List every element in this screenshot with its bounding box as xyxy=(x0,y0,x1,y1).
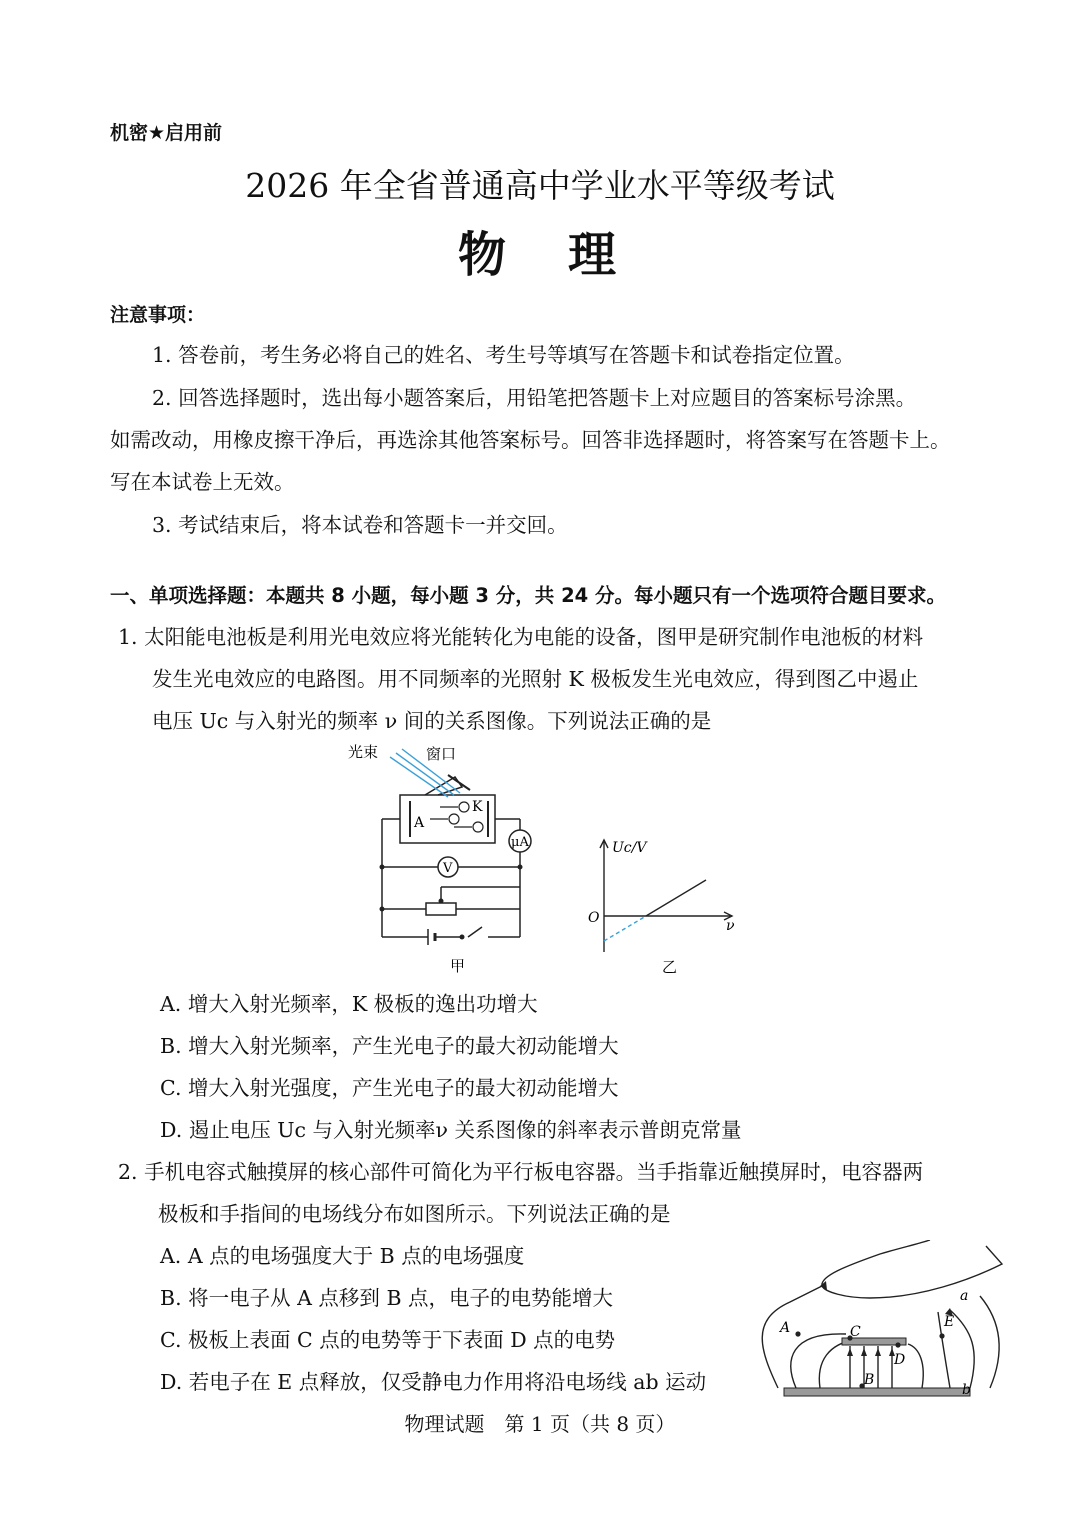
q1-figure-yi xyxy=(580,830,760,980)
confidential-mark: 机密★启用前 xyxy=(110,122,223,144)
label-beam: 光束 xyxy=(348,743,379,761)
q1-stem-line-3: 电压 Uc 与入射光的频率 ν 间的关系图像。下列说法正确的是 xyxy=(152,709,712,733)
q2-stem-line-1: 2. 手机电容式触摸屏的核心部件可简化为平行板电容器。当手指靠近触摸屏时，电容器两 xyxy=(118,1160,924,1184)
note-item-1: 1. 答卷前，考生务必将自己的姓名、考生号等填写在答题卡和试卷指定位置。 xyxy=(152,343,855,367)
uc-line-extension xyxy=(604,916,646,941)
point-label-C: C xyxy=(850,1324,861,1340)
q1-option-c: C. 增大入射光强度，产生光电子的最大初动能增大 xyxy=(160,1076,619,1100)
q2-option-c: C. 极板上表面 C 点的电势等于下表面 D 点的电势 xyxy=(160,1328,616,1352)
caption-jia: 甲 xyxy=(450,957,466,975)
page-footer: 物理试题 第 1 页（共 8 页） xyxy=(404,1412,676,1436)
q1-option-b: B. 增大入射光频率，产生光电子的最大初动能增大 xyxy=(160,1034,619,1058)
note-item-2-line-1: 2. 回答选择题时，选出每小题答案后，用铅笔把答题卡上对应题目的答案标号涂黑。 xyxy=(152,386,917,410)
q2-option-a: A. A 点的电场强度大于 B 点的电场强度 xyxy=(160,1244,525,1268)
note-item-2-line-2: 如需改动，用橡皮擦干净后，再选涂其他答案标号。回答非选择题时，将答案写在答题卡上。 xyxy=(110,428,951,452)
q2-option-d: D. 若电子在 E 点释放，仅受静电力作用将沿电场线 ab 运动 xyxy=(160,1370,707,1394)
note-item-2-line-3: 写在本试卷上无效。 xyxy=(110,470,295,494)
section-heading: 一、单项选择题：本题共 8 小题，每小题 3 分，共 24 分。每小题只有一个选项符合题目要求。 xyxy=(110,584,947,607)
uc-line xyxy=(646,880,706,916)
label-K: K xyxy=(472,799,483,815)
caption-yi: 乙 xyxy=(662,958,678,976)
q2-figure xyxy=(750,1240,1020,1405)
q1-figure-jia xyxy=(330,735,560,980)
label-window: 窗口 xyxy=(426,745,457,763)
graph-ylabel: Uc/V xyxy=(612,840,647,856)
label-A: A xyxy=(414,815,425,831)
point-label-A: A xyxy=(780,1320,791,1336)
point-label-E: E xyxy=(944,1314,955,1330)
graph-origin: O xyxy=(588,910,600,926)
point-label-b: b xyxy=(962,1382,971,1398)
graph-xlabel: ν xyxy=(726,918,735,934)
q1-stem-line-1: 1. 太阳能电池板是利用光电效应将光能转化为电能的设备，图甲是研究制作电池板的材料 xyxy=(118,625,924,649)
finger-outline xyxy=(822,1240,1002,1298)
q1-option-a: A. 增大入射光频率，K 极板的逸出功增大 xyxy=(160,992,538,1016)
label-microammeter: μA xyxy=(511,835,529,850)
q2-option-b: B. 将一电子从 A 点移到 B 点，电子的电势能增大 xyxy=(160,1286,614,1310)
subject-char-1: 物 xyxy=(457,227,512,283)
q1-option-d: D. 遏止电压 Uc 与入射光频率ν 关系图像的斜率表示普朗克常量 xyxy=(160,1118,742,1142)
note-item-3: 3. 考试结束后，将本试卷和答题卡一并交回。 xyxy=(152,513,568,537)
label-voltmeter: V xyxy=(443,861,453,876)
notes-heading: 注意事项： xyxy=(110,304,206,326)
lower-plate xyxy=(784,1388,970,1396)
exam-title: 2026 年全省普通高中学业水平等级考试 xyxy=(245,166,835,205)
point-label-a: a xyxy=(960,1288,969,1304)
q2-stem-line-2: 极板和手指间的电场线分布如图所示。下列说法正确的是 xyxy=(158,1202,671,1226)
subject-title xyxy=(0,216,1080,285)
point-label-D: D xyxy=(894,1352,906,1368)
q1-stem-line-2: 发生光电效应的电路图。用不同频率的光照射 K 极板发生光电效应，得到图乙中遏止 xyxy=(152,667,919,691)
point-label-B: B xyxy=(864,1372,875,1388)
subject-char-2: 理 xyxy=(568,227,623,283)
